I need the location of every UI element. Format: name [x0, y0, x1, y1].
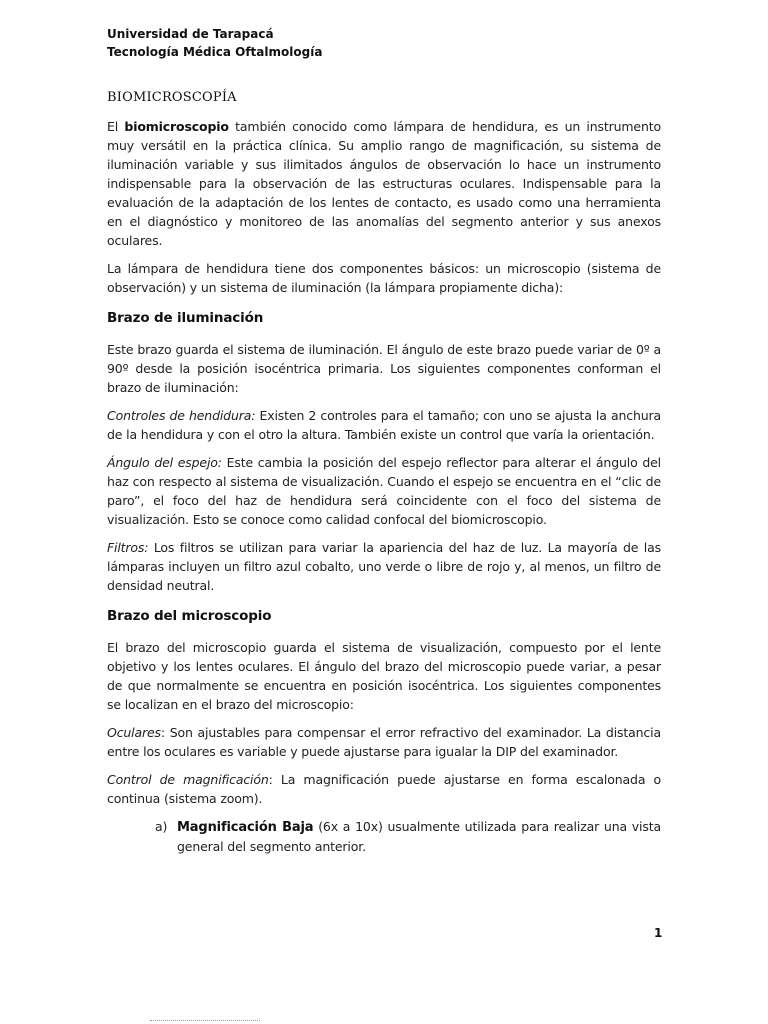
list-item-term: Magnificación Baja — [177, 820, 314, 835]
magnification-text: : La magnificación puede ajustarse en forma escalonada o continua (sistema zoom). — [107, 772, 662, 806]
oculars-text: : Son ajustables para compensar el error refractivo del examinador. La distancia entre los oculares es variable y puede ajustarse para igualar la DIP del examinador. — [107, 725, 661, 759]
intro-p1-term: biomicroscopio — [124, 119, 229, 134]
intro-paragraph-1 — [107, 117, 661, 250]
magnification-paragraph — [107, 770, 661, 808]
section-heading-illumination: Brazo de iluminación — [107, 310, 264, 326]
list-item-text: (6x a 10x) usualmente utilizada para realizar una vista general del segmento anterior. — [177, 819, 661, 854]
filters-term: Filtros: — [107, 540, 149, 555]
microscope-paragraph: El brazo del microscopio guarda el sistema de visualización, compuesto por el lente objetivo y los lentes oculares. El ángulo del brazo del microscopio puede variar, a pesar de que normalmente se encuentra en posición isocéntrica. Los siguientes componentes se localizan en el brazo del microscopio: — [107, 640, 661, 712]
magnification-term: Control de magnificación — [107, 772, 269, 787]
page-number: 1 — [654, 926, 663, 940]
list-item-body — [177, 817, 661, 856]
document-title: BIOMICROSCOPÍA — [107, 90, 237, 105]
mirror-angle-term: Ángulo del espejo: — [107, 455, 222, 470]
section-heading-microscope: Brazo del microscopio — [107, 608, 272, 624]
mirror-angle-text: Este cambia la posición del espejo reflector para alterar el ángulo del haz con respecto al sistema de visualización. Cuando el espejo se encuentra en el “clic de paro”, el foco del haz de hendidura será coincidente con el foco del sistema de visualización. Esto se conoce como calidad confocal del biomicroscopio. — [107, 455, 661, 527]
illumination-paragraph: Este brazo guarda el sistema de iluminación. El ángulo de este brazo puede variar de 0º a 90º desde la posición isocéntrica primaria. Los siguientes componentes conforman el brazo de iluminación: — [107, 342, 661, 395]
intro-paragraph-2: La lámpara de hendidura tiene dos componentes básicos: un microscopio (sistema de observación) y un sistema de iluminación (la lámpara propiamente dicha): — [107, 261, 661, 295]
page-header — [107, 25, 322, 61]
mirror-angle-paragraph — [107, 453, 661, 529]
oculars-term: Oculares — [107, 725, 161, 740]
list-marker: a) — [155, 819, 168, 834]
list-item — [155, 817, 661, 856]
slit-controls-term: Controles de hendidura: — [107, 408, 256, 423]
document-body — [107, 88, 661, 856]
intro-p1-text: también conocido como lámpara de hendidura, es un instrumento muy versátil en la práctica clínica. Su amplio rango de magnificación, su sistema de iluminación variable y sus ilimitados ángulos de observación lo hace un instrumento indispensable para la observación de las estructuras oculares. Indispensable para la evaluación de la adaptación de los lentes de contacto, es usado como una herramienta en el diagnóstico y monitoreo de las anomalías del segmento anterior y sus anexos oculares. — [107, 119, 661, 248]
oculars-paragraph — [107, 723, 661, 761]
next-page-edge — [150, 1014, 260, 1024]
header-university: Universidad de Tarapacá — [107, 27, 274, 41]
slit-controls-text: Existen 2 controles para el tamaño; con uno se ajusta la anchura de la hendidura y con el otro la altura. También existe un control que varía la orientación. — [107, 408, 661, 442]
header-program: Tecnología Médica Oftalmología — [107, 45, 323, 59]
filters-paragraph — [107, 538, 661, 595]
filters-text: Los filtros se utilizan para variar la apariencia del haz de luz. La mayoría de las lámparas incluyen un filtro azul cobalto, uno verde o libre de rojo y, al menos, un filtro de densidad neutral. — [107, 540, 661, 593]
intro-p1-lead: El — [107, 119, 125, 134]
slit-controls-paragraph — [107, 406, 661, 444]
